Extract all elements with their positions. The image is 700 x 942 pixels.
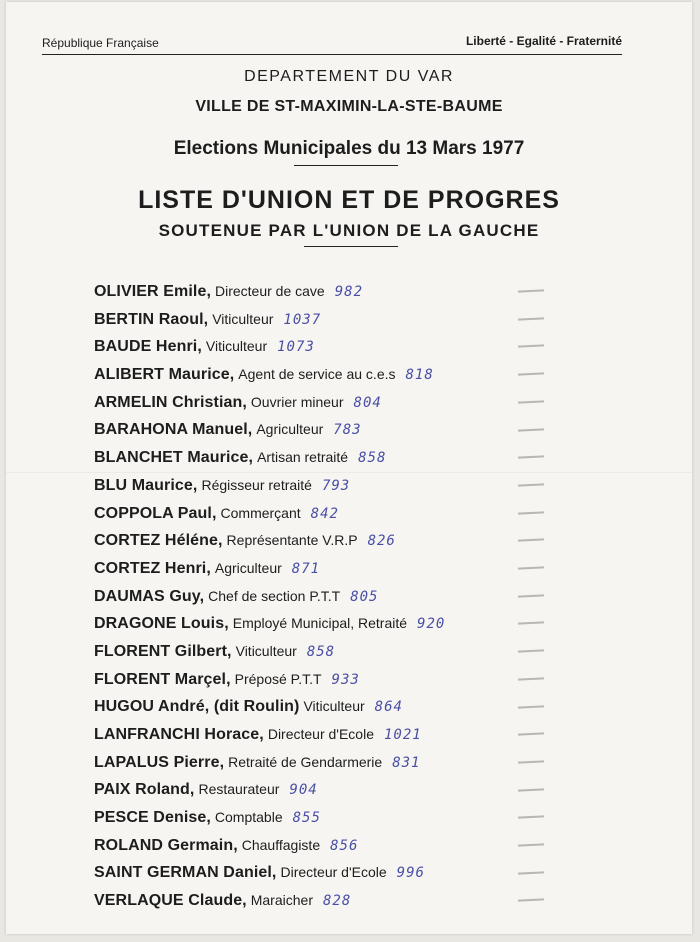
- candidate-vote-count: 842: [310, 505, 339, 522]
- candidate-name: ROLAND Germain,: [94, 836, 238, 854]
- candidate-vote-count: 828: [322, 893, 352, 910]
- candidate-occupation: Artisan retraité: [257, 449, 349, 466]
- ballot-sheet: [6, 2, 692, 934]
- tally-mark: [518, 594, 544, 597]
- candidate-vote-count: 982: [334, 284, 364, 300]
- candidate-vote-count: 805: [350, 588, 379, 605]
- list-title: LISTE D'UNION ET DE PROGRES: [138, 186, 560, 214]
- candidate-row: [94, 278, 445, 306]
- candidate-occupation: Représentante V.R.P: [226, 532, 358, 549]
- candidate-name: HUGOU André, (dit Roulin): [94, 698, 300, 716]
- candidate-list: [94, 278, 445, 915]
- candidate-name: COPPOLA Paul,: [94, 504, 217, 522]
- candidate-vote-count: 904: [289, 782, 318, 799]
- candidate-vote-count: 818: [405, 367, 434, 384]
- candidate-occupation: Agriculteur: [214, 559, 282, 576]
- candidate-row: [94, 444, 445, 472]
- candidate-occupation: Chauffagiste: [241, 836, 321, 853]
- tally-mark: [518, 539, 544, 542]
- candidate-row: [94, 389, 445, 417]
- candidate-occupation: Directeur de cave: [215, 283, 325, 299]
- tally-mark: [518, 345, 544, 348]
- candidate-row: [94, 859, 445, 887]
- divider: [294, 165, 398, 166]
- candidate-occupation: Directeur d'Ecole: [267, 726, 374, 742]
- candidate-occupation: Maraicher: [250, 892, 313, 909]
- candidate-row: [94, 749, 445, 777]
- town-title: VILLE DE ST-MAXIMIN-LA-STE-BAUME: [195, 98, 503, 115]
- tally-mark: [518, 566, 544, 569]
- tally-mark: [518, 677, 544, 680]
- candidate-row: [94, 333, 445, 361]
- candidate-vote-count: 855: [292, 810, 321, 827]
- candidate-row: [94, 583, 445, 611]
- candidate-name: ALIBERT Maurice,: [94, 366, 235, 384]
- candidate-name: BARAHONA Manuel,: [94, 421, 253, 439]
- candidate-occupation: Directeur d'Ecole: [280, 864, 387, 881]
- tally-mark: [518, 649, 544, 652]
- candidate-row: [94, 638, 445, 666]
- candidate-row: [94, 693, 445, 721]
- tally-mark: [518, 760, 544, 763]
- tally-mark: [518, 428, 544, 431]
- candidate-name: PESCE Denise,: [94, 809, 211, 827]
- tally-mark: [518, 871, 544, 874]
- candidate-vote-count: 826: [367, 533, 396, 550]
- candidate-row: [94, 361, 445, 389]
- candidate-occupation: Chef de section P.T.T: [208, 587, 341, 604]
- candidate-vote-count: 920: [417, 616, 446, 633]
- candidate-row: [94, 887, 445, 915]
- candidate-occupation: Commerçant: [220, 504, 301, 521]
- candidate-vote-count: 1021: [384, 727, 422, 743]
- candidate-name: FLORENT Marçel,: [94, 670, 231, 688]
- candidate-vote-count: 864: [374, 699, 403, 716]
- candidate-occupation: Retraité de Gendarmerie: [228, 753, 383, 770]
- candidate-row: [94, 416, 445, 444]
- tally-mark: [518, 622, 544, 625]
- candidate-occupation: Régisseur retraité: [201, 476, 312, 493]
- candidate-name: BAUDE Henri,: [94, 338, 202, 356]
- candidate-occupation: Ouvrier mineur: [250, 393, 344, 410]
- candidate-name: DRAGONE Louis,: [94, 615, 229, 633]
- candidate-name: BERTIN Raoul,: [94, 310, 209, 328]
- candidate-name: CORTEZ Héléne,: [94, 532, 223, 550]
- candidate-name: BLU Maurice,: [94, 476, 198, 494]
- candidate-name: SAINT GERMAN Daniel,: [94, 864, 277, 882]
- candidate-occupation: Viticulteur: [303, 698, 365, 715]
- tally-mark: [518, 400, 544, 403]
- candidate-row: [94, 500, 445, 528]
- candidate-name: PAIX Roland,: [94, 781, 195, 799]
- candidate-name: DAUMAS Guy,: [94, 587, 205, 605]
- candidate-vote-count: 858: [358, 450, 387, 467]
- candidate-occupation: Employé Municipal, Retraité: [232, 615, 408, 632]
- tally-mark: [518, 483, 544, 486]
- candidate-name: OLIVIER Emile,: [94, 283, 211, 300]
- tally-mark: [518, 289, 544, 292]
- candidate-occupation: Viticulteur: [212, 310, 274, 327]
- list-subtitle: SOUTENUE PAR L'UNION DE LA GAUCHE: [158, 221, 540, 240]
- tally-mark: [518, 788, 544, 791]
- tally-mark: [518, 843, 544, 846]
- candidate-vote-count: 858: [306, 643, 336, 660]
- candidate-occupation: Agriculteur: [256, 421, 324, 438]
- candidate-vote-count: 1073: [277, 339, 315, 356]
- tally-mark: [518, 733, 544, 736]
- candidate-vote-count: 793: [321, 477, 351, 494]
- header-bar: [42, 32, 622, 55]
- tally-mark: [518, 816, 544, 819]
- candidate-occupation: Viticulteur: [235, 642, 297, 659]
- candidate-vote-count: 1037: [283, 311, 322, 328]
- candidate-occupation: Préposé P.T.T: [234, 670, 322, 687]
- candidate-row: [94, 527, 445, 555]
- candidate-name: LAPALUS Pierre,: [94, 753, 225, 771]
- candidate-occupation: Comptable: [214, 809, 283, 826]
- header-right: Liberté - Egalité - Fraternité: [465, 34, 622, 48]
- candidate-row: [94, 306, 445, 334]
- candidate-vote-count: 804: [353, 394, 382, 411]
- candidate-row: [94, 804, 445, 832]
- tally-mark: [518, 705, 544, 708]
- candidate-occupation: Agent de service au c.e.s: [238, 366, 396, 383]
- divider: [304, 246, 398, 247]
- candidate-vote-count: 856: [330, 837, 359, 854]
- tally-mark: [518, 456, 544, 459]
- candidate-name: ARMELIN Christian,: [94, 393, 247, 411]
- candidate-name: CORTEZ Henri,: [94, 559, 211, 577]
- candidate-row: [94, 610, 445, 638]
- candidate-vote-count: 831: [392, 754, 421, 771]
- candidate-row: [94, 555, 445, 583]
- candidate-name: LANFRANCHI Horace,: [94, 726, 264, 743]
- candidate-name: BLANCHET Maurice,: [94, 449, 254, 467]
- tally-mark: [518, 317, 544, 320]
- candidate-vote-count: 933: [331, 671, 360, 688]
- department-title: DEPARTEMENT DU VAR: [244, 68, 454, 85]
- candidate-occupation: Restaurateur: [198, 781, 280, 798]
- candidate-vote-count: 783: [333, 422, 362, 439]
- tally-mark: [518, 511, 544, 514]
- candidate-occupation: Viticulteur: [205, 338, 268, 355]
- candidate-name: FLORENT Gilbert,: [94, 642, 232, 660]
- candidate-name: VERLAQUE Claude,: [94, 892, 247, 910]
- candidate-vote-count: 871: [291, 560, 321, 577]
- header-left: République Française: [42, 36, 159, 50]
- candidate-vote-count: 996: [396, 865, 425, 882]
- candidate-row: [94, 721, 445, 749]
- candidate-row: [94, 776, 445, 804]
- tally-mark: [518, 372, 544, 375]
- election-title: Elections Municipales du 13 Mars 1977: [173, 138, 525, 159]
- candidate-row: [94, 472, 445, 500]
- candidate-row: [94, 832, 445, 860]
- tally-mark: [518, 899, 544, 902]
- candidate-row: [94, 666, 445, 694]
